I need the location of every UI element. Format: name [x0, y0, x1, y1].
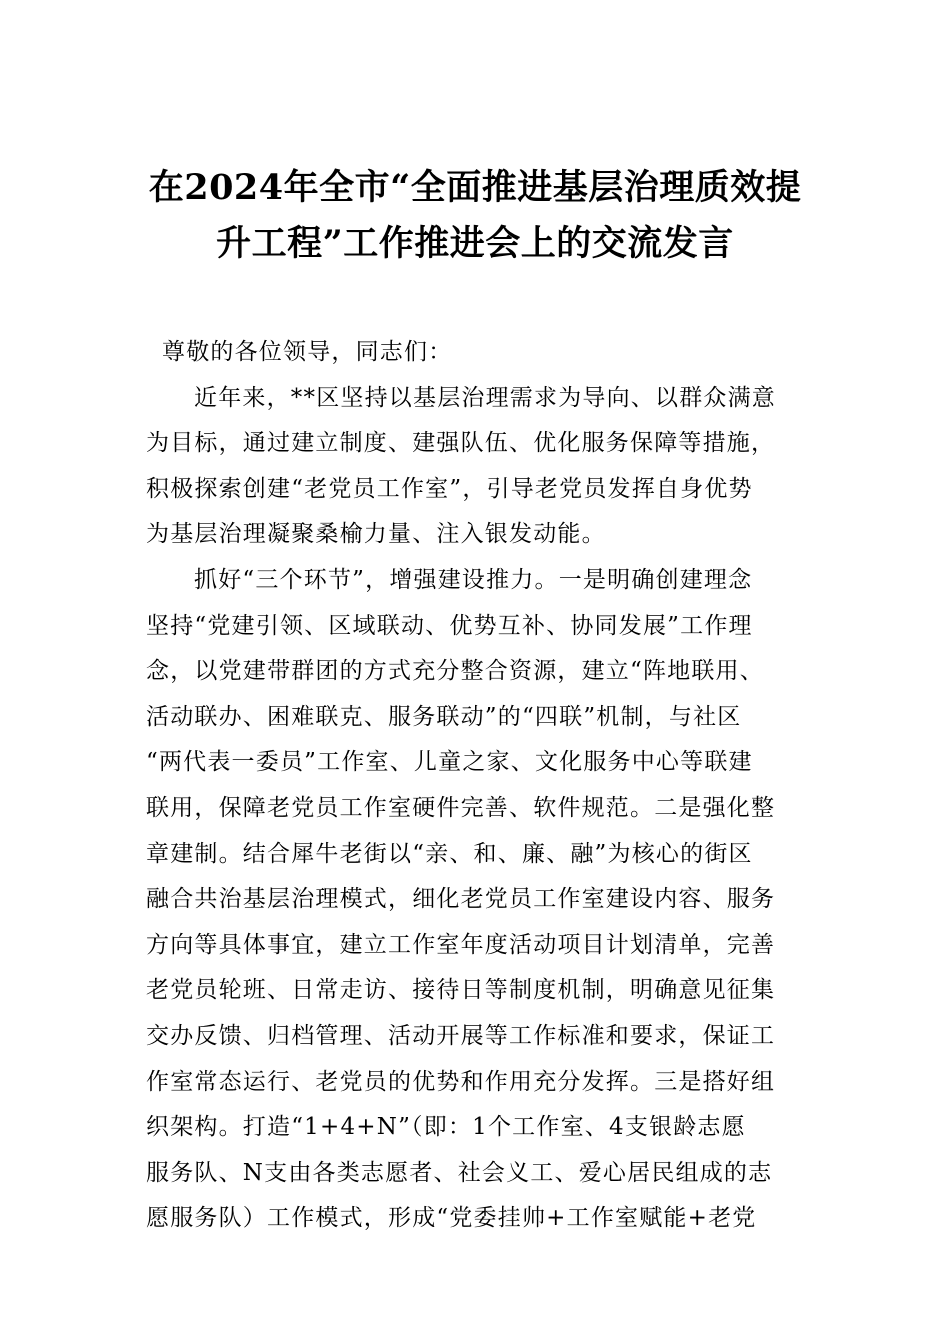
- paragraph-2-line: 章建制。结合犀牛老街以“亲、和、廉、融”为核心的街区: [146, 840, 753, 867]
- document-body: [146, 330, 808, 1242]
- paragraph-2-line: 坚持“党建引领、区域联动、优势互补、协同发展”工作理: [146, 612, 753, 639]
- paragraph-2-line: 老党员轮班、日常走访、接待日等制度机制，明确意见征集: [146, 977, 776, 1004]
- paragraph-1-line: 为目标，通过建立制度、建强队伍、优化服务保障等措施，: [146, 430, 776, 457]
- salutation: 尊敬的各位领导，同志们：: [162, 339, 453, 365]
- paragraph-2: [146, 558, 808, 1242]
- paragraph-2-line: “两代表一委员”工作室、儿童之家、文化服务中心等联建: [146, 749, 753, 776]
- title-line-2: 升工程”工作推进会上的交流发言: [216, 223, 734, 264]
- paragraph-2-line: 联用，保障老党员工作室硬件完善、软件规范。二是强化整: [146, 794, 776, 821]
- paragraph-2-line: 交办反馈、归档管理、活动开展等工作标准和要求，保证工: [146, 1022, 776, 1049]
- paragraph-2-line: 活动联办、困难联克、服务联动”的“四联”机制，与社区: [146, 703, 742, 730]
- paragraph-1-line: 近年来，**区坚持以基层治理需求为导向、以群众满意: [194, 384, 776, 411]
- paragraph-2-line: 服务队、N支由各类志愿者、社会义工、爱心居民组成的志: [146, 1159, 773, 1186]
- document-title: [120, 160, 830, 272]
- paragraph-2-line: 作室常态运行、老党员的优势和作用充分发挥。三是搭好组: [146, 1068, 776, 1095]
- paragraph-2-line: 融合共治基层治理模式，细化老党员工作室建设内容、服务: [146, 886, 776, 913]
- paragraph-2-line: 念，以党建带群团的方式充分整合资源，建立“阵地联用、: [146, 658, 764, 685]
- paragraph-1: [146, 376, 808, 558]
- paragraph-2-line: 方向等具体事宜，建立工作室年度活动项目计划清单，完善: [146, 931, 776, 958]
- paragraph-1-line: 积极探索创建“老党员工作室”，引导老党员发挥自身优势: [146, 475, 753, 502]
- paragraph-2-line: 愿服务队）工作模式，形成“党委挂帅+工作室赋能+老党: [146, 1205, 757, 1232]
- title-line-1: 在2024年全市“全面推进基层治理质效提: [148, 167, 802, 208]
- paragraph-2-line: 织架构。打造“1+4+N”（即：1个工作室、4支银龄志愿: [146, 1114, 746, 1141]
- paragraph-1-line: 为基层治理凝聚桑榆力量、注入银发动能。: [146, 521, 606, 548]
- paragraph-2-line: 抓好“三个环节”，增强建设推力。一是明确创建理念: [194, 566, 753, 593]
